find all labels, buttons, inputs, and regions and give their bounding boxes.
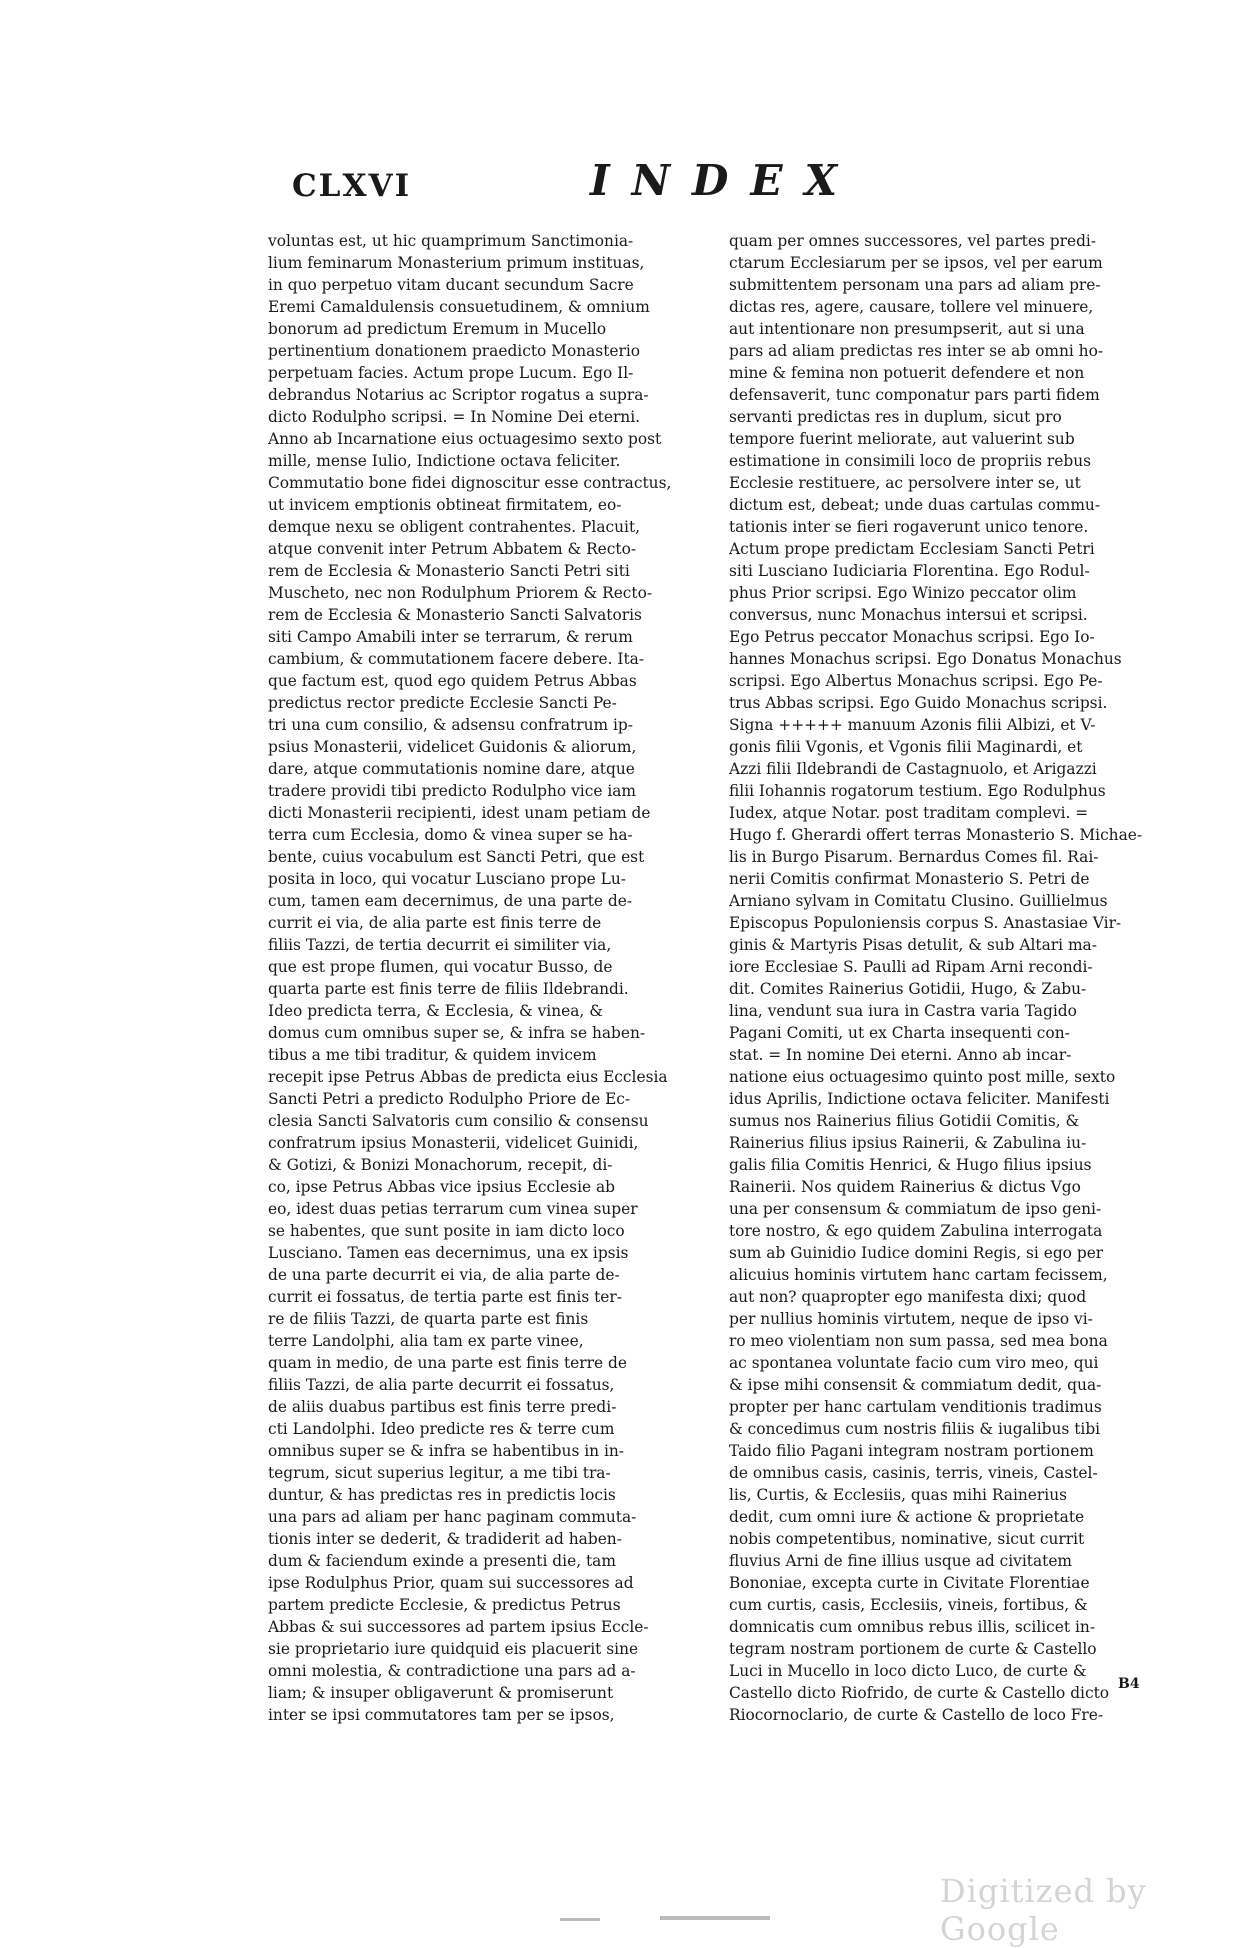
text-line: lis in Burgo Pisarum. Bernardus Comes fil. Rai- (729, 848, 1099, 866)
text-line: Muscheto, nec non Rodulphum Priorem & Recto- (268, 584, 653, 602)
text-line: Ideo predicta terra, & Ecclesia, & vinea, & (268, 1002, 603, 1020)
text-line: pars ad aliam predictas res inter se ab omni ho- (729, 342, 1104, 360)
text-line: una pars ad aliam per hanc paginam commuta- (268, 1508, 637, 1526)
text-line: tionis inter se dederit, & tradiderit ad haben- (268, 1530, 622, 1548)
text-line: Pagani Comiti, ut ex Charta insequenti con- (729, 1024, 1070, 1042)
text-line: Arniano sylvam in Comitatu Clusino. Guillielmus (729, 892, 1108, 910)
text-line: recepit ipse Petrus Abbas de predicta eius Ecclesia (268, 1068, 668, 1086)
text-line: conversus, nunc Monachus intersui et scripsi. (729, 606, 1088, 624)
text-line: currit ei fossatus, de tertia parte est finis ter- (268, 1288, 622, 1306)
text-line: Bononiae, excepta curte in Civitate Florentiae (729, 1574, 1090, 1592)
text-line: co, ipse Petrus Abbas vice ipsius Ecclesie ab (268, 1178, 616, 1196)
text-line: nobis competentibus, nominative, sicut currit (729, 1530, 1085, 1548)
text-line: dedit, cum omni iure & actione & proprietate (729, 1508, 1085, 1526)
text-line: Ego Petrus peccator Monachus scripsi. Ego Io- (729, 628, 1095, 646)
text-line: & Gotizi, & Bonizi Monachorum, recepit, di- (268, 1156, 613, 1174)
text-line: Anno ab Incarnatione eius octuagesimo sexto post (268, 430, 662, 448)
text-line: clesia Sancti Salvatoris cum consilio & consensu (268, 1112, 649, 1130)
text-line: de aliis duabus partibus est finis terre predi- (268, 1398, 617, 1416)
text-line: galis filia Comitis Henrici, & Hugo filius ipsius (729, 1156, 1092, 1174)
text-line: idus Aprilis, Indictione octava feliciter. Manifesti (729, 1090, 1110, 1108)
text-line: rem de Ecclesia & Monasterio Sancti Petri siti (268, 562, 630, 580)
text-line: que factum est, quod ego quidem Petrus Abbas (268, 672, 637, 690)
text-line: omni molestia, & contradictione una pars ad a- (268, 1662, 636, 1680)
text-line: per nullius hominis virtutem, neque de ipso vi- (729, 1310, 1093, 1328)
text-line: tegrum, sicut superius legitur, a me tibi tra- (268, 1464, 611, 1482)
text-line: duntur, & has predictas res in predictis locis (268, 1486, 616, 1504)
text-line: in quo perpetuo vitam ducant secundum Sacre (268, 276, 634, 294)
text-line: psius Monasterii, videlicet Guidonis & aliorum, (268, 738, 637, 756)
text-line: posita in loco, qui vocatur Lusciano prope Lu- (268, 870, 626, 888)
text-line: filii Iohannis rogatorum testium. Ego Rodulphus (729, 782, 1106, 800)
text-line: Iudex, atque Notar. post traditam complevi. = (729, 804, 1089, 822)
text-line: Luci in Mucello in loco dicto Luco, de curte & (729, 1662, 1087, 1680)
text-line: partem predicte Ecclesie, & predictus Petrus (268, 1596, 621, 1614)
text-line: defensaverit, tunc componatur pars parti fidem (729, 386, 1100, 404)
text-line: se habentes, que sunt posite in iam dicto loco (268, 1222, 625, 1240)
text-line: cum, tamen eam decernimus, de una parte de- (268, 892, 633, 910)
text-line: filiis Tazzi, de tertia decurrit ei similiter via, (268, 936, 612, 954)
text-line: fluvius Arni de fine illius usque ad civitatem (729, 1552, 1073, 1570)
text-line: & ipse mihi consensit & commiatum dedit, qua- (729, 1376, 1102, 1394)
text-line: tegram nostram portionem de curte & Castello (729, 1640, 1097, 1658)
text-line: iore Ecclesiae S. Paulli ad Ripam Arni recondi- (729, 958, 1093, 976)
text-line: Eremi Camaldulensis consuetudinem, & omnium (268, 298, 650, 316)
text-line: quam per omnes successores, vel partes predi- (729, 232, 1097, 250)
text-line: demque nexu se obligent contrahentes. Placuit, (268, 518, 641, 536)
text-line: ctarum Ecclesiarum per se ipsos, vel per earum (729, 254, 1103, 272)
text-line: phus Prior scripsi. Ego Winizo peccator olim (729, 584, 1077, 602)
text-line: Ecclesie restituere, ac persolvere inter se, ut (729, 474, 1081, 492)
text-line: ro meo violentiam non sum passa, sed mea bona (729, 1332, 1108, 1350)
text-line: cti Landolphi. Ideo predicte res & terre cum (268, 1420, 615, 1438)
text-line: Castello dicto Riofrido, de curte & Castello dicto (729, 1684, 1110, 1702)
text-line: Abbas & sui successores ad partem ipsius Eccle- (268, 1618, 649, 1636)
left-text-column (268, 230, 708, 1726)
text-line: gonis filii Vgonis, et Vgonis filii Maginardi, et (729, 738, 1083, 756)
google-watermark: Digitized by Google (940, 1872, 1147, 1948)
text-line: trus Abbas scripsi. Ego Guido Monachus scripsi. (729, 694, 1108, 712)
page-title: INDEX (590, 156, 860, 205)
text-line: debrandus Notarius ac Scriptor rogatus a supra- (268, 386, 649, 404)
text-line: pertinentium donationem praedicto Monasterio (268, 342, 641, 360)
text-line: lium feminarum Monasterium primum instituas, (268, 254, 645, 272)
text-line: de una parte decurrit ei via, de alia parte de- (268, 1266, 620, 1284)
text-line: bonorum ad predictum Eremum in Mucello (268, 320, 607, 338)
text-line: servanti predictas res in duplum, sicut pro (729, 408, 1062, 426)
text-line: propter per hanc cartulam venditionis tradimus (729, 1398, 1102, 1416)
text-line: tri una cum consilio, & adsensu confratrum ip- (268, 716, 633, 734)
text-line: sumus nos Rainerius filius Gotidii Comitis, & (729, 1112, 1080, 1130)
text-line: ac spontanea voluntate facio cum viro meo, qui (729, 1354, 1099, 1372)
scan-artifact (560, 1918, 600, 1921)
text-line: currit ei via, de alia parte est finis terre de (268, 914, 602, 932)
text-line: tore nostro, & ego quidem Zabulina interrogata (729, 1222, 1103, 1240)
text-line: Commutatio bone fidei dignoscitur esse contractus, (268, 474, 672, 492)
text-line: Taido filio Pagani integram nostram portionem (729, 1442, 1094, 1460)
text-line: predictus rector predicte Ecclesie Sancti Pe- (268, 694, 617, 712)
text-line: una per consensum & commiatum de ipso geni- (729, 1200, 1102, 1218)
text-line: ginis & Martyris Pisas detulit, & sub Altari ma- (729, 936, 1097, 954)
text-line: dictum est, debeat; unde duas cartulas commu- (729, 496, 1101, 514)
text-line: omnibus super se & infra se habentibus in in- (268, 1442, 624, 1460)
text-line: dum & faciendum exinde a presenti die, tam (268, 1552, 616, 1570)
text-line: aut intentionare non presumpserit, aut si una (729, 320, 1085, 338)
text-line: Rainerii. Nos quidem Rainerius & dictus Vgo (729, 1178, 1081, 1196)
text-line: aut non? quapropter ego manifesta dixi; quod (729, 1288, 1087, 1306)
text-line: terre Landolphi, alia tam ex parte vinee, (268, 1332, 584, 1350)
page-number: CLXVI (292, 168, 412, 204)
text-line: & concedimus cum nostris filiis & iugalibus tibi (729, 1420, 1101, 1438)
scan-artifact (660, 1916, 770, 1920)
text-line: liam; & insuper obligaverunt & promiserunt (268, 1684, 614, 1702)
text-line: ipse Rodulphus Prior, quam sui successores ad (268, 1574, 634, 1592)
text-line: Azzi filii Ildebrandi de Castagnuolo, et Arigazzi (729, 760, 1097, 778)
text-line: domnicatis cum omnibus rebus illis, scilicet in- (729, 1618, 1096, 1636)
text-line: Actum prope predictam Ecclesiam Sancti Petri (729, 540, 1095, 558)
text-line: domus cum omnibus super se, & infra se haben- (268, 1024, 646, 1042)
text-line: submittentem personam una pars ad aliam pre- (729, 276, 1101, 294)
text-line: dicto Rodulpho scripsi. = In Nomine Dei eterni. (268, 408, 641, 426)
text-line: filiis Tazzi, de alia parte decurrit ei fossatus, (268, 1376, 615, 1394)
text-line: tradere providi tibi predicto Rodulpho vice iam (268, 782, 637, 800)
right-text-column (729, 230, 1169, 1726)
text-line: alicuius hominis virtutem hanc cartam fecissem, (729, 1266, 1108, 1284)
text-line: Signa +++++ manuum Azonis filii Albizi, et V- (729, 716, 1096, 734)
text-line: lina, vendunt sua iura in Castra varia Tagido (729, 1002, 1077, 1020)
text-line: cum curtis, casis, Ecclesiis, vineis, fortibus, & (729, 1596, 1088, 1614)
text-line: cambium, & commutationem facere debere. Ita- (268, 650, 645, 668)
text-line: stat. = In nomine Dei eterni. Anno ab incar- (729, 1046, 1072, 1064)
text-line: bente, cuius vocabulum est Sancti Petri, que est (268, 848, 645, 866)
text-line: siti Lusciano Iudiciaria Florentina. Ego Rodul- (729, 562, 1090, 580)
text-line: dit. Comites Rainerius Gotidii, Hugo, & Zabu- (729, 980, 1087, 998)
text-line: ut invicem emptionis obtineat firmitatem, eo- (268, 496, 622, 514)
text-line: eo, idest duas petias terrarum cum vinea super (268, 1200, 638, 1218)
text-line: dictas res, agere, causare, tollere vel minuere, (729, 298, 1094, 316)
text-line: estimatione in consimili loco de propriis rebus (729, 452, 1092, 470)
text-line: lis, Curtis, & Ecclesiis, quas mihi Rainerius (729, 1486, 1068, 1504)
text-line: tibus a me tibi traditur, & quidem invicem (268, 1046, 597, 1064)
text-line: tempore fuerint meliorate, aut valuerint sub (729, 430, 1075, 448)
text-line: quam in medio, de una parte est finis terre de (268, 1354, 627, 1372)
text-line: que est prope flumen, qui vocatur Busso, de (268, 958, 613, 976)
text-line: terra cum Ecclesia, domo & vinea super se ha- (268, 826, 633, 844)
signature-mark: B4 (1118, 1676, 1140, 1692)
text-line: mine & femina non potuerit defendere et non (729, 364, 1085, 382)
text-line: Rainerius filius ipsius Rainerii, & Zabulina iu- (729, 1134, 1087, 1152)
text-line: hannes Monachus scripsi. Ego Donatus Monachus (729, 650, 1122, 668)
text-line: Hugo f. Gherardi offert terras Monasterio S. Michae- (729, 826, 1143, 844)
text-line: de omnibus casis, casinis, terris, vineis, Castel- (729, 1464, 1098, 1482)
text-line: quarta parte est finis terre de filiis Ildebrandi. (268, 980, 629, 998)
text-line: re de filiis Tazzi, de quarta parte est finis (268, 1310, 589, 1328)
text-line: dicti Monasterii recipienti, idest unam petiam de (268, 804, 651, 822)
text-line: Sancti Petri a predicto Rodulpho Priore de Ec- (268, 1090, 631, 1108)
text-line: atque convenit inter Petrum Abbatem & Recto- (268, 540, 637, 558)
text-line: Episcopus Populoniensis corpus S. Anastasiae Vir- (729, 914, 1122, 932)
text-line: siti Campo Amabili inter se terrarum, & rerum (268, 628, 633, 646)
text-line: tationis inter se fieri rogaverunt unico tenore. (729, 518, 1089, 536)
text-line: voluntas est, ut hic quamprimum Sanctimonia- (268, 232, 634, 250)
text-line: confratrum ipsius Monasterii, videlicet Guinidi, (268, 1134, 639, 1152)
text-line: sum ab Guinidio Iudice domini Regis, si ego per (729, 1244, 1104, 1262)
text-line: dare, atque commutationis nomine dare, atque (268, 760, 635, 778)
text-line: nerii Comitis confirmat Monasterio S. Petri de (729, 870, 1090, 888)
text-line: inter se ipsi commutatores tam per se ipsos, (268, 1706, 615, 1724)
text-line: Lusciano. Tamen eas decernimus, una ex ipsis (268, 1244, 629, 1262)
text-line: perpetuam facies. Actum prope Lucum. Ego Il- (268, 364, 634, 382)
text-line: natione eius octuagesimo quinto post mille, sexto (729, 1068, 1116, 1086)
text-line: Riocornoclario, de curte & Castello de loco Fre- (729, 1706, 1104, 1724)
text-line: rem de Ecclesia & Monasterio Sancti Salvatoris (268, 606, 642, 624)
text-line: sie proprietario iure quidquid eis placuerit sine (268, 1640, 639, 1658)
text-line: scripsi. Ego Albertus Monachus scripsi. Ego Pe- (729, 672, 1103, 690)
text-line: mille, mense Iulio, Indictione octava feliciter. (268, 452, 621, 470)
